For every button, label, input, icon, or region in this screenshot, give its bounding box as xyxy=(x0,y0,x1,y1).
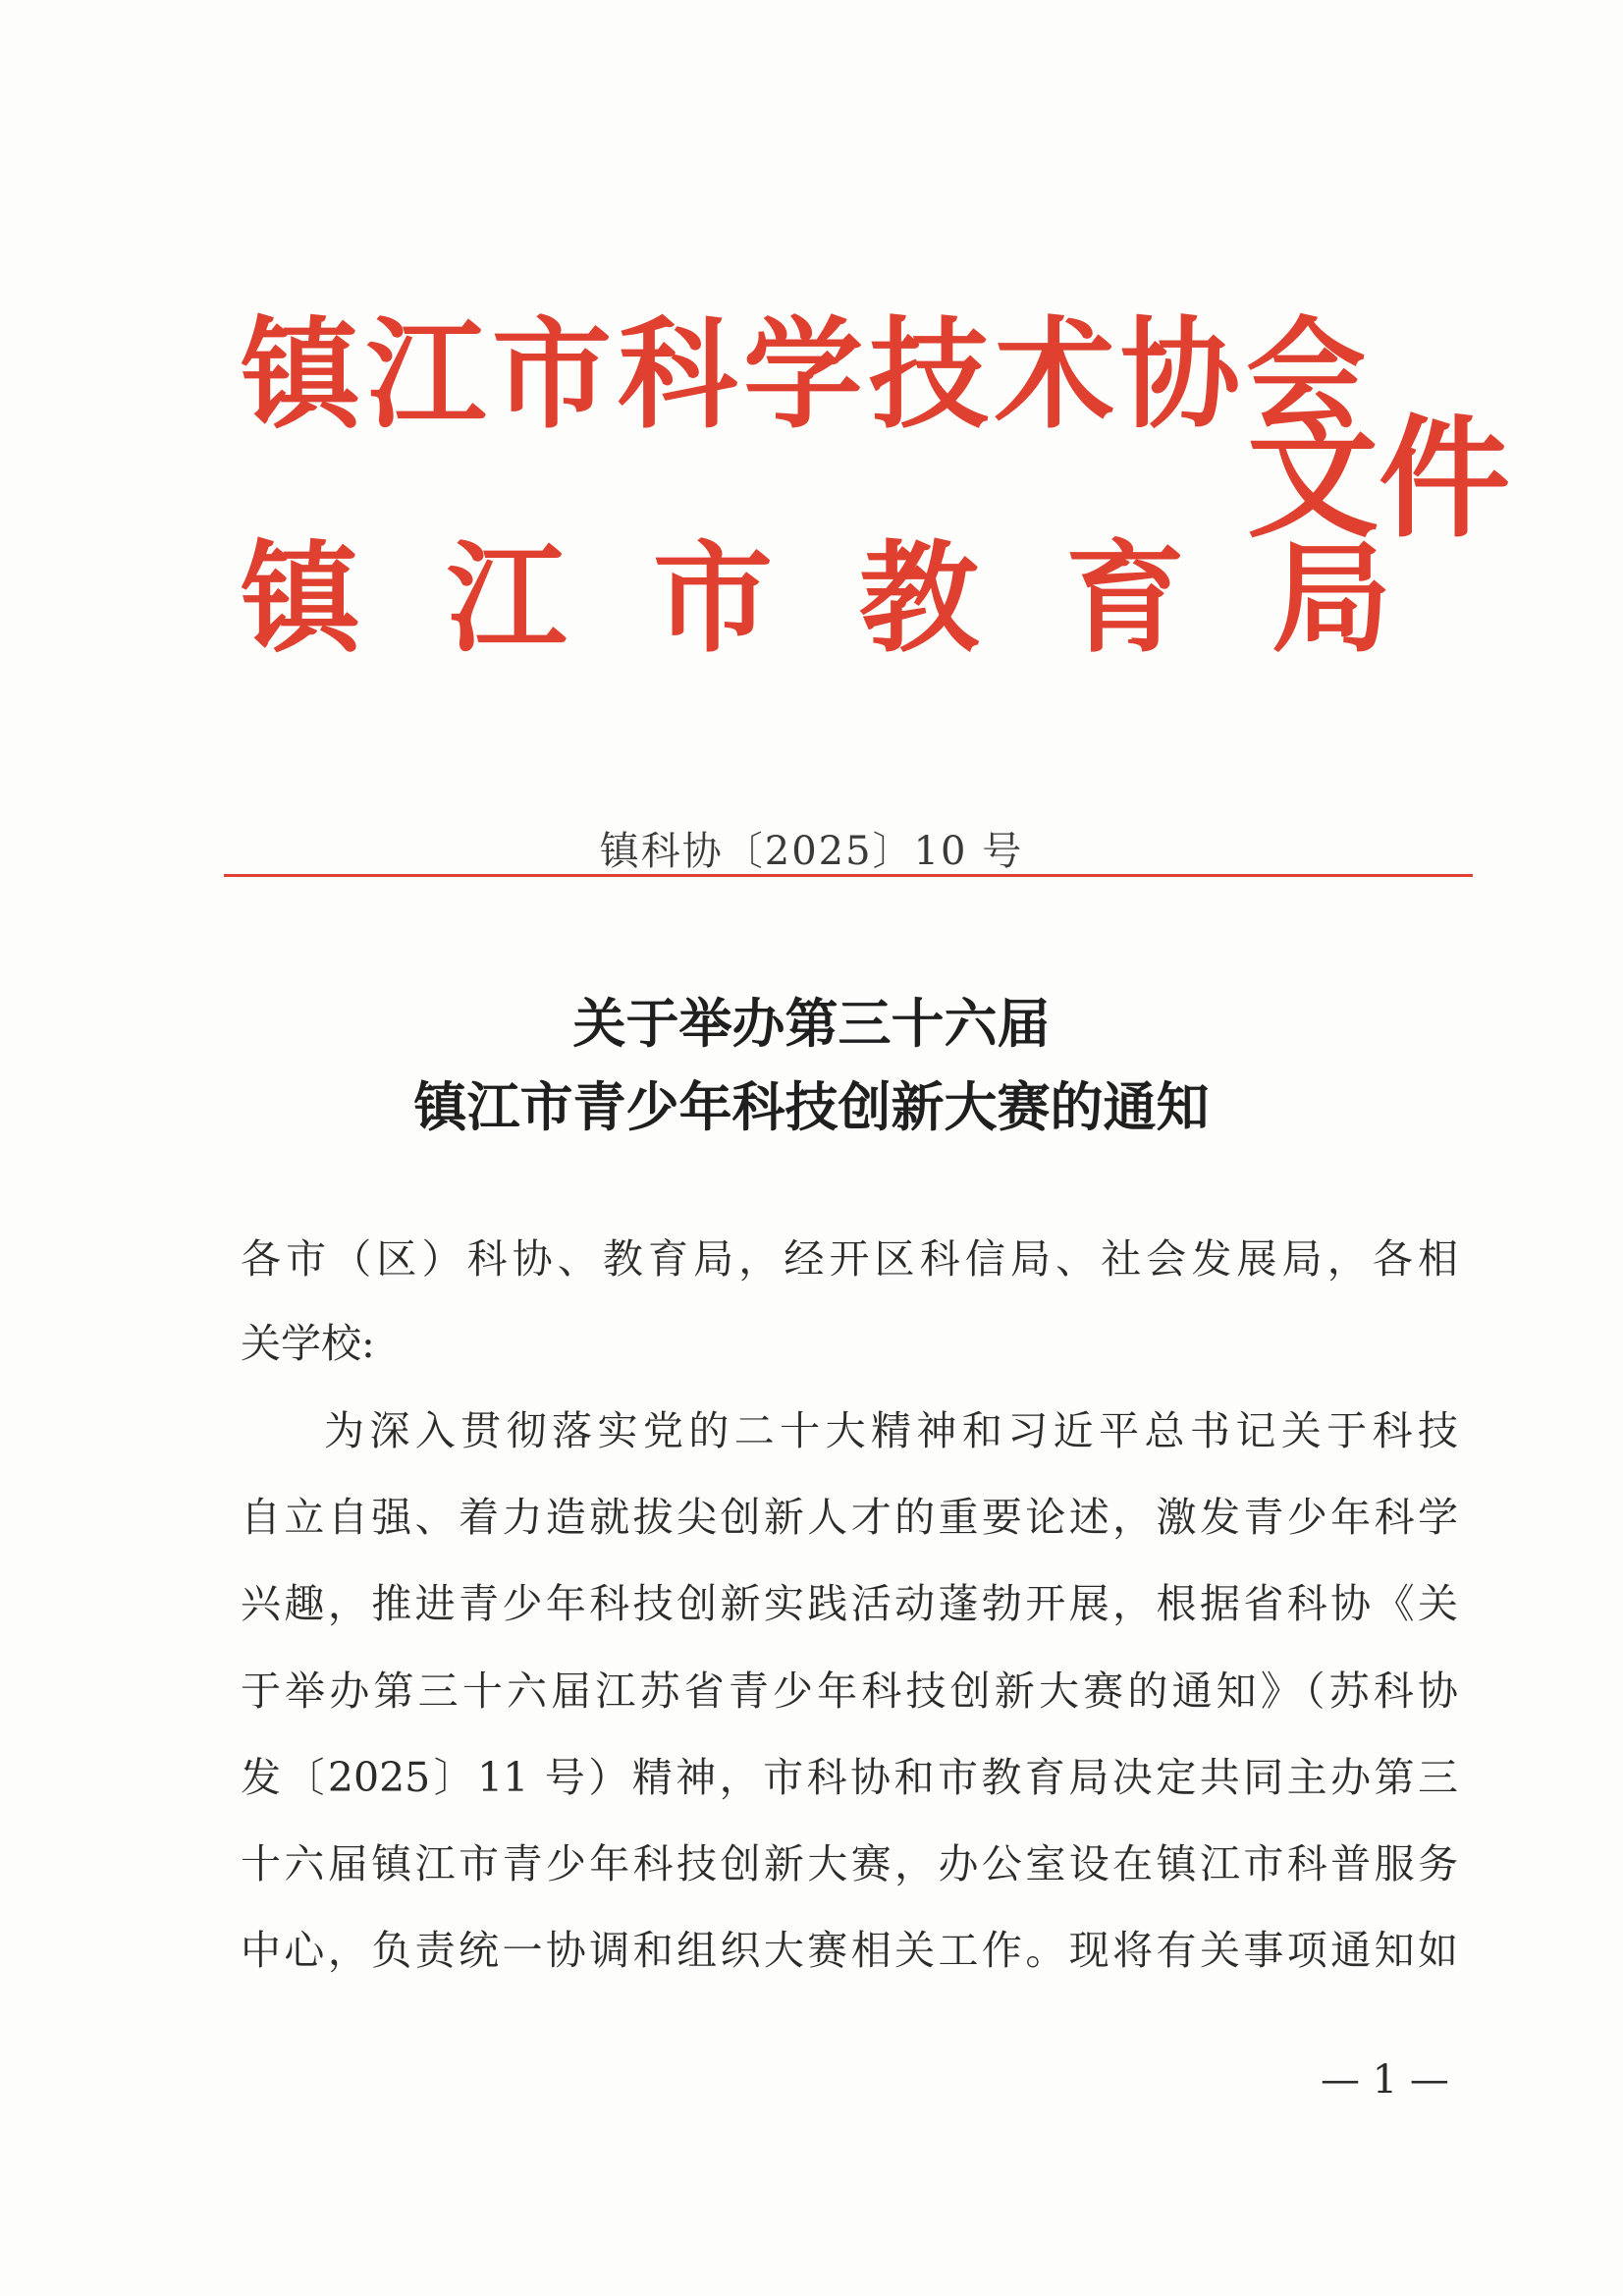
body-line: 为深入贯彻落实党的二十大精神和习近平总书记关于科技 xyxy=(324,1407,1458,1454)
body-line: 各市（区）科协、教育局，经开区科信局、社会发展局，各相 xyxy=(241,1235,1458,1283)
notice-title-line-1: 关于举办第三十六届 xyxy=(572,992,1051,1055)
body-line: 兴趣，推进青少年科技创新实践活动蓬勃开展，根据省科协《关 xyxy=(241,1580,1458,1627)
body-line: 自立自强、着力造就拔尖创新人才的重要论述，激发青少年科学 xyxy=(241,1494,1458,1541)
red-divider-line xyxy=(224,874,1473,877)
body-line: 中心，负责统一协调和组织大赛相关工作。现将有关事项通知如 xyxy=(241,1927,1458,1974)
body-line: 关学校: xyxy=(241,1320,375,1367)
issuer-name-science-association: 镇江市科学技术协会 xyxy=(241,303,1372,445)
body-line: 发〔2025〕11 号）精神，市科协和市教育局决定共同主办第三 xyxy=(241,1754,1458,1801)
document-number: 镇科协〔2025〕10 号 xyxy=(599,829,1024,874)
page-number: — 1 — xyxy=(1321,2057,1449,2103)
issuer-name-education-bureau: 镇江市教育局 xyxy=(241,527,1478,669)
notice-title-line-2: 镇江市青少年科技创新大赛的通知 xyxy=(413,1075,1210,1138)
document-type-label: 文件 xyxy=(1247,401,1511,556)
body-line: 十六届镇江市青少年科技创新大赛，办公室设在镇江市科普服务 xyxy=(241,1840,1458,1887)
body-line: 于举办第三十六届江苏省青少年科技创新大赛的通知》（苏科协 xyxy=(241,1667,1458,1715)
